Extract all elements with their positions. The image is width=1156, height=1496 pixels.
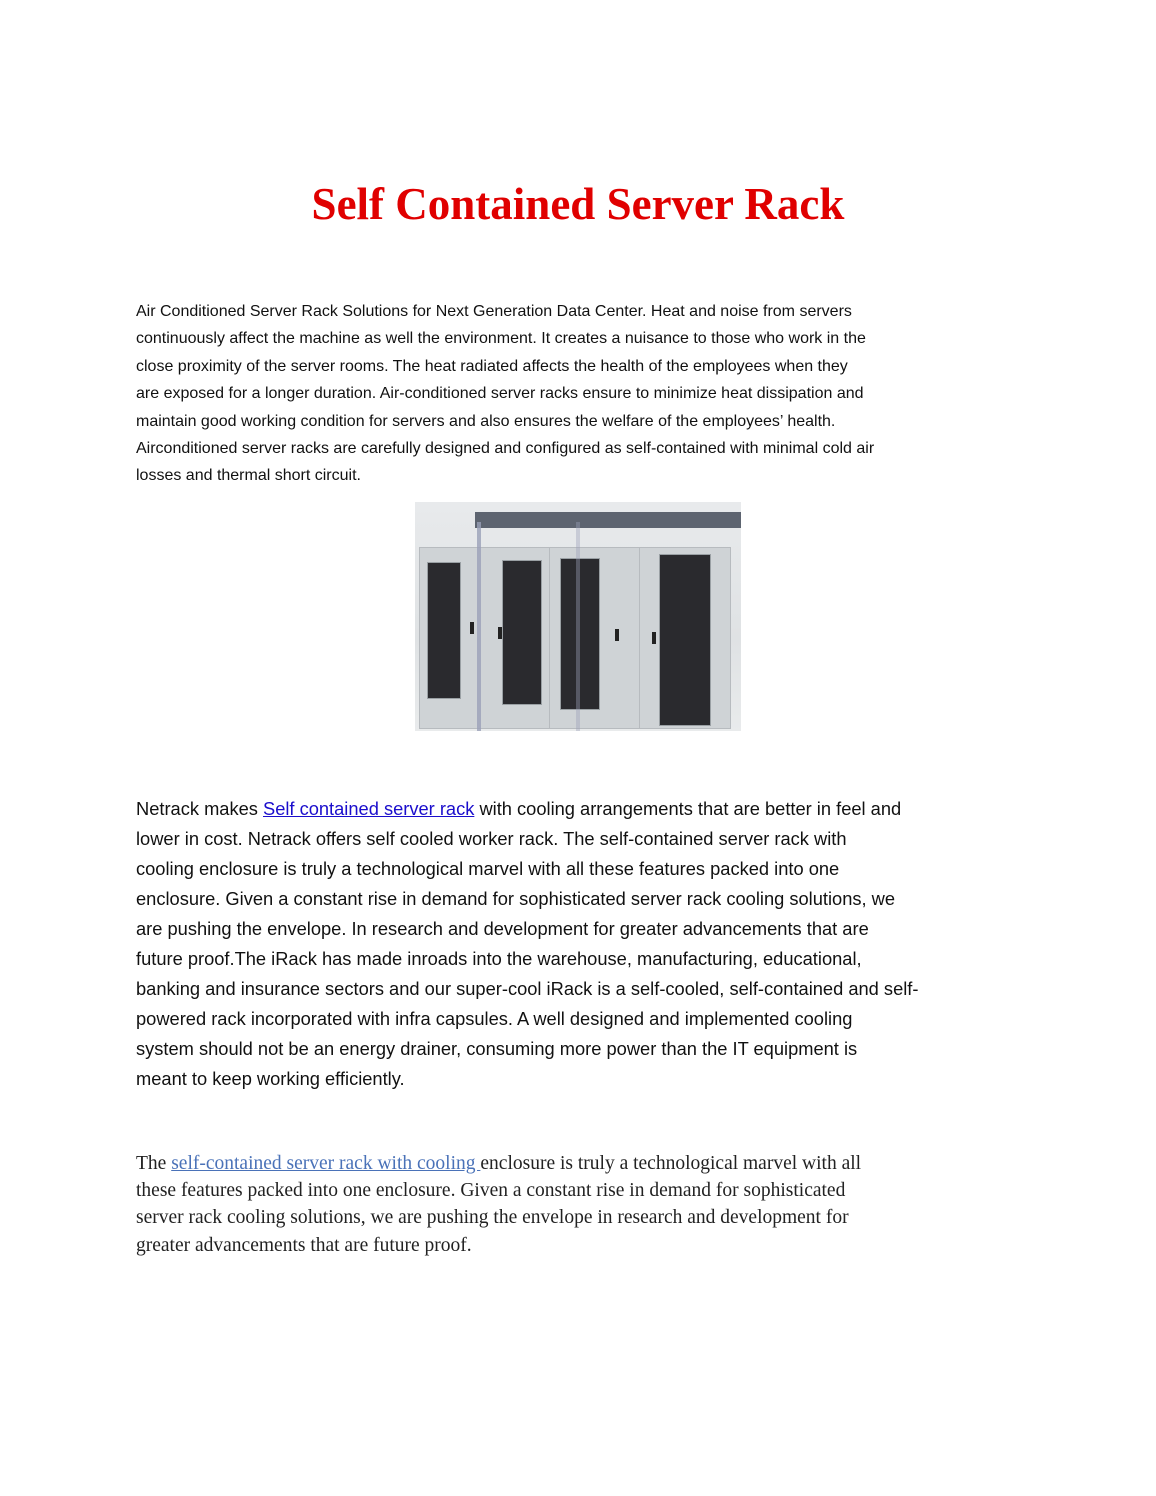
door-handle (498, 627, 502, 639)
text-line: meant to keep working efficiently. (136, 1068, 405, 1089)
glass-frame (576, 522, 580, 731)
self-contained-server-rack-link[interactable]: Self contained server rack (263, 798, 475, 819)
ceiling-beam (475, 512, 741, 528)
netrack-paragraph (136, 794, 918, 1094)
text-line: lower in cost. Netrack offers self cooled worker rack. The self-contained server rack with (136, 828, 847, 849)
rack-door (427, 562, 461, 699)
text-line: greater advancements that are future proof. (136, 1234, 472, 1256)
text-line: are pushing the envelope. In research and development for greater advancements that are (136, 918, 869, 939)
rack-door (659, 554, 711, 726)
text-line: maintain good working condition for servers and also ensures the welfare of the employees’ health. (136, 412, 836, 430)
text-line: are exposed for a longer duration. Air-conditioned server racks ensure to minimize heat dissipation and (136, 385, 864, 403)
intro-paragraph (136, 298, 874, 490)
text-line: Airconditioned server racks are carefully designed and configured as self-contained with minimal cold air (136, 440, 875, 458)
text-line: powered rack incorporated with infra capsules. A well designed and implemented cooling (136, 1008, 853, 1029)
door-handle (470, 622, 474, 634)
text-line: future proof.The iRack has made inroads into the warehouse, manufacturing, educational, (136, 948, 862, 969)
rack-door (502, 560, 542, 705)
rack-door (560, 558, 600, 710)
text: Netrack makes (136, 798, 263, 819)
text-line: close proximity of the server rooms. The heat radiated affects the health of the employees when they (136, 357, 848, 375)
cooling-paragraph (136, 1150, 861, 1259)
text-line: server rack cooling solutions, we are pushing the envelope in research and development for (136, 1207, 849, 1229)
text: The (136, 1153, 172, 1174)
text-line: system should not be an energy drainer, consuming more power than the IT equipment is (136, 1038, 858, 1059)
text: enclosure is truly a technological marvel with all (480, 1153, 862, 1174)
server-rack-with-cooling-link[interactable]: self-contained server rack with cooling (171, 1153, 481, 1174)
glass-frame (477, 522, 481, 731)
text-line: Air Conditioned Server Rack Solutions for Next Generation Data Center. Heat and noise from servers (136, 303, 852, 320)
text-line (136, 794, 918, 824)
server-rack-photo (415, 502, 741, 731)
page-title: Self Contained Server Rack (311, 179, 845, 229)
text-line (136, 1150, 861, 1177)
text-line: banking and insurance sectors and our super-cool iRack is a self-cooled, self-contained and self- (136, 978, 919, 999)
door-handle (615, 629, 619, 641)
text-line: enclosure. Given a constant rise in demand for sophisticated server rack cooling solutions, we (136, 888, 896, 909)
text-line: losses and thermal short circuit. (136, 467, 361, 485)
text-line: continuously affect the machine as well the environment. It creates a nuisance to those who work in the (136, 330, 866, 348)
text-line: cooling enclosure is truly a technological marvel with all these features packed into one (136, 858, 840, 879)
text: with cooling arrangements that are better in feel and (474, 798, 902, 819)
text-line: these features packed into one enclosure. Given a constant rise in demand for sophisticated (136, 1180, 846, 1202)
door-handle (652, 632, 656, 644)
